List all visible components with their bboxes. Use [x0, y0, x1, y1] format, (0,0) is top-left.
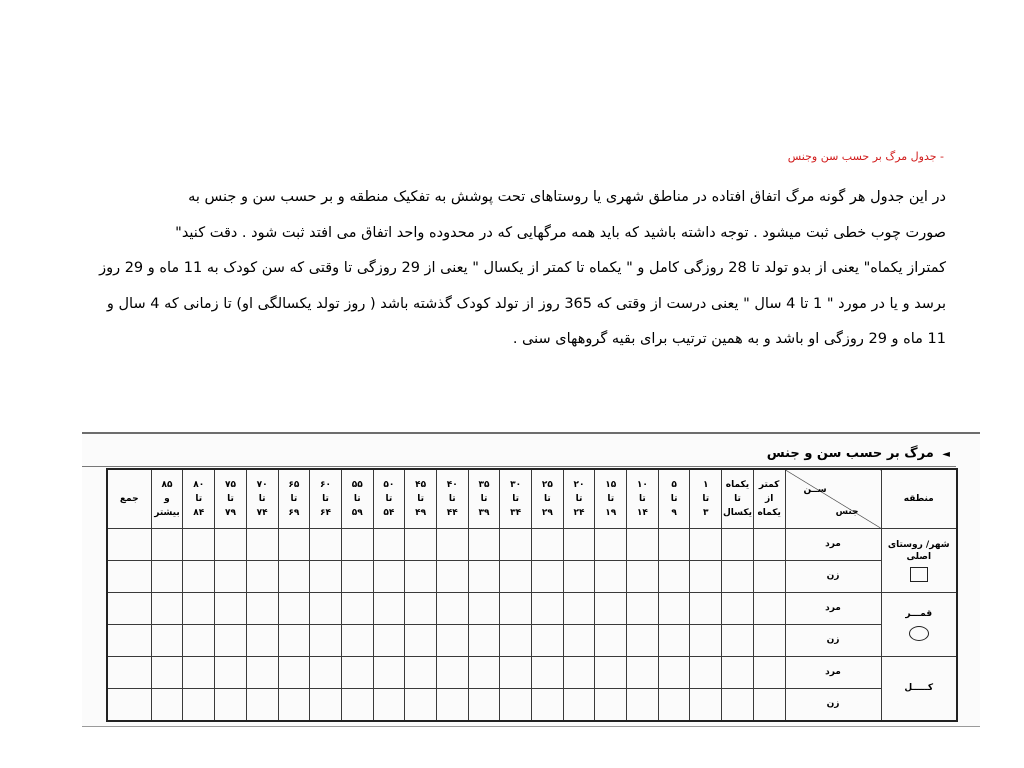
- tally-cell[interactable]: [722, 656, 754, 688]
- tally-cell[interactable]: [436, 624, 468, 656]
- tally-cell[interactable]: [595, 592, 627, 624]
- tally-cell[interactable]: [468, 592, 500, 624]
- scanned-form: [82, 432, 980, 727]
- tally-cell[interactable]: [595, 656, 627, 688]
- tally-cell[interactable]: [246, 656, 278, 688]
- age-group-line: بیشتر: [154, 508, 180, 518]
- tally-cell[interactable]: [373, 688, 405, 721]
- age-group-line: یکماه: [757, 508, 781, 518]
- male-label: مرد: [785, 592, 881, 624]
- tally-cell[interactable]: [722, 624, 754, 656]
- total-cell[interactable]: [107, 656, 151, 688]
- region-cell: [881, 656, 957, 721]
- tally-cell[interactable]: [278, 688, 310, 721]
- age-group-header: [753, 469, 785, 529]
- tally-cell[interactable]: [468, 656, 500, 688]
- tally-cell[interactable]: [405, 529, 437, 561]
- tally-cell[interactable]: [532, 560, 564, 592]
- tally-cell[interactable]: [183, 529, 215, 561]
- tally-cell[interactable]: [563, 624, 595, 656]
- tally-cell[interactable]: [500, 688, 532, 721]
- age-group-header: [563, 469, 595, 529]
- instruction-line: 11 ماه و 29 روزگی او باشد و به همین ترتیب برای بقیه گروههای سنی .: [512, 331, 946, 347]
- tally-cell[interactable]: [310, 560, 342, 592]
- age-group-line: ۱۰: [636, 480, 648, 490]
- tally-cell[interactable]: [246, 529, 278, 561]
- age-group-line: ۳۹: [478, 508, 490, 518]
- tally-cell[interactable]: [532, 688, 564, 721]
- age-group-line: ۲۵: [541, 480, 553, 490]
- total-cell[interactable]: [107, 592, 151, 624]
- tally-cell[interactable]: [753, 529, 785, 561]
- age-group-header: [690, 469, 722, 529]
- age-group-line: تا: [734, 494, 741, 504]
- age-group-line: تا: [417, 494, 424, 504]
- tally-cell[interactable]: [753, 560, 785, 592]
- age-group-line: ۱۵: [605, 480, 617, 490]
- tally-cell[interactable]: [151, 560, 183, 592]
- male-label: مرد: [785, 656, 881, 688]
- tally-cell[interactable]: [341, 560, 373, 592]
- tally-cell[interactable]: [151, 656, 183, 688]
- tally-cell[interactable]: [627, 592, 659, 624]
- tally-cell[interactable]: [595, 529, 627, 561]
- tally-cell[interactable]: [405, 688, 437, 721]
- age-group-line: ۷۰: [256, 480, 268, 490]
- tally-cell[interactable]: [500, 529, 532, 561]
- age-group-header: [151, 469, 183, 529]
- table-heading: - جدول مرگ بر حسب سن وجنس: [787, 150, 944, 163]
- table-row: [107, 624, 957, 656]
- tally-cell[interactable]: [246, 688, 278, 721]
- tally-cell[interactable]: [658, 560, 690, 592]
- age-group-header: [215, 469, 247, 529]
- tally-cell[interactable]: [278, 656, 310, 688]
- tally-cell[interactable]: [658, 656, 690, 688]
- age-group-line: ۱: [703, 480, 709, 490]
- age-group-header: [183, 469, 215, 529]
- age-group-header: [373, 469, 405, 529]
- age-group-line: ۶۵: [288, 480, 300, 490]
- age-group-line: تا: [670, 494, 678, 504]
- tally-cell[interactable]: [690, 624, 722, 656]
- age-group-header: [722, 469, 754, 529]
- age-group-line: یکماه: [725, 480, 750, 490]
- age-group-line: ۲۹: [541, 508, 553, 518]
- tally-cell[interactable]: [753, 656, 785, 688]
- circle-symbol-icon: [909, 626, 929, 641]
- age-group-line: تا: [258, 494, 266, 504]
- tally-cell[interactable]: [436, 656, 468, 688]
- tally-cell[interactable]: [436, 688, 468, 721]
- instruction-line: در این جدول هر گونه مرگ اتفاق افتاده در مناطق شهری یا روستاهای تحت پوشش به تفکیک منطقه و بر حسب سن و جنس به: [188, 189, 946, 205]
- tally-cell[interactable]: [500, 592, 532, 624]
- tally-cell[interactable]: [595, 688, 627, 721]
- age-group-line: ۸۴: [193, 508, 205, 518]
- age-group-line: ۳۴: [510, 508, 522, 518]
- female-label: زن: [785, 624, 881, 656]
- age-group-line: ۲۴: [573, 508, 585, 518]
- tally-cell[interactable]: [183, 656, 215, 688]
- tally-cell[interactable]: [341, 592, 373, 624]
- tally-cell[interactable]: [310, 529, 342, 561]
- tally-cell[interactable]: [563, 560, 595, 592]
- age-group-header: [405, 469, 437, 529]
- instruction-line: کمتراز یکماه" یعنی از بدو تولد تا 28 روزگی کامل و " یکماه تا کمتر از یکسال " یعنی از 29 روزگی تا وقتی که سن کودک به 11 ماه و 29 روز: [99, 260, 946, 276]
- age-group-line: تا: [227, 494, 234, 504]
- tally-cell[interactable]: [405, 560, 437, 592]
- tally-cell[interactable]: [373, 529, 405, 561]
- age-group-line: ۴۹: [415, 508, 427, 518]
- tally-cell[interactable]: [563, 656, 595, 688]
- tally-cell[interactable]: [722, 560, 754, 592]
- instructions-paragraph: [84, 180, 946, 358]
- tally-cell[interactable]: [215, 592, 247, 624]
- tally-cell[interactable]: [405, 624, 437, 656]
- age-group-line: ۵۰: [383, 480, 395, 490]
- tally-cell[interactable]: [722, 592, 754, 624]
- tally-cell[interactable]: [753, 624, 785, 656]
- tally-cell[interactable]: [151, 624, 183, 656]
- age-group-line: ۱۴: [636, 508, 648, 518]
- age-group-line: تا: [353, 494, 361, 504]
- tally-cell[interactable]: [468, 688, 500, 721]
- tally-cell[interactable]: [215, 529, 247, 561]
- tally-cell[interactable]: [690, 656, 722, 688]
- age-group-line: تا: [607, 494, 615, 504]
- age-group-line: ۴۰: [446, 480, 458, 490]
- tally-cell[interactable]: [468, 624, 500, 656]
- total-cell[interactable]: [107, 624, 151, 656]
- tally-cell[interactable]: [278, 560, 310, 592]
- age-group-line: ۴۵: [415, 480, 427, 490]
- age-group-line: ۸۵: [161, 480, 173, 490]
- age-group-line: ۳۰: [510, 480, 522, 490]
- age-group-line: ۵۴: [383, 508, 395, 518]
- tally-cell[interactable]: [310, 656, 342, 688]
- triangle-bullet-icon: ◄: [942, 449, 950, 460]
- age-group-header: [278, 469, 310, 529]
- tally-cell[interactable]: [563, 592, 595, 624]
- tally-cell[interactable]: [183, 688, 215, 721]
- square-symbol-icon: [910, 567, 928, 582]
- age-group-line: ۲۰: [573, 480, 585, 490]
- tally-cell[interactable]: [373, 560, 405, 592]
- mortality-table: [106, 468, 958, 722]
- form-title: [767, 446, 950, 461]
- tally-cell[interactable]: [532, 529, 564, 561]
- male-label: مرد: [785, 529, 881, 561]
- tally-cell[interactable]: [468, 529, 500, 561]
- age-group-line: ۶۴: [320, 508, 332, 518]
- tally-cell[interactable]: [563, 688, 595, 721]
- table-row: [107, 529, 957, 561]
- tally-cell[interactable]: [436, 592, 468, 624]
- age-group-line: ۵۵: [351, 480, 363, 490]
- female-label: زن: [785, 688, 881, 721]
- tally-cell[interactable]: [373, 656, 405, 688]
- tally-cell[interactable]: [500, 656, 532, 688]
- age-group-line: تا: [385, 494, 393, 504]
- age-group-line: ۳: [703, 508, 709, 518]
- tally-cell[interactable]: [436, 560, 468, 592]
- tally-cell[interactable]: [310, 688, 342, 721]
- tally-cell[interactable]: [373, 592, 405, 624]
- region-cell: [881, 529, 957, 593]
- tally-cell[interactable]: [151, 688, 183, 721]
- tally-cell[interactable]: [151, 529, 183, 561]
- age-group-line: ۹: [671, 508, 677, 518]
- age-sex-diagonal-header: [785, 469, 881, 529]
- age-group-line: تا: [290, 494, 298, 504]
- age-group-line: تا: [702, 494, 710, 504]
- age-group-line: تا: [195, 494, 203, 504]
- tally-cell[interactable]: [246, 592, 278, 624]
- tally-cell[interactable]: [722, 688, 754, 721]
- age-group-line: ۷۹: [224, 508, 236, 518]
- age-group-line: ۶۹: [288, 508, 300, 518]
- age-group-line: تا: [448, 494, 456, 504]
- tally-cell[interactable]: [468, 560, 500, 592]
- total-cell[interactable]: [107, 560, 151, 592]
- region-label: شهر/ روستای اصلی: [887, 539, 950, 562]
- tally-cell[interactable]: [532, 592, 564, 624]
- tally-cell[interactable]: [215, 656, 247, 688]
- age-group-line: ۵۹: [351, 508, 363, 518]
- tally-cell[interactable]: [690, 688, 722, 721]
- age-group-header: [436, 469, 468, 529]
- age-group-line: ۸۰: [193, 480, 205, 490]
- table-row: [107, 592, 957, 624]
- total-cell[interactable]: [107, 688, 151, 721]
- table-row: [107, 688, 957, 721]
- header-row: [107, 469, 957, 529]
- tally-cell[interactable]: [151, 592, 183, 624]
- tally-cell[interactable]: [341, 529, 373, 561]
- age-group-line: تا: [512, 494, 520, 504]
- tally-cell[interactable]: [215, 688, 247, 721]
- age-group-line: ۶۰: [320, 480, 332, 490]
- tally-cell[interactable]: [532, 624, 564, 656]
- tally-cell[interactable]: [658, 529, 690, 561]
- tally-cell[interactable]: [627, 688, 659, 721]
- tally-cell[interactable]: [341, 656, 373, 688]
- tally-cell[interactable]: [405, 592, 437, 624]
- tally-cell[interactable]: [627, 656, 659, 688]
- tally-cell[interactable]: [278, 624, 310, 656]
- tally-cell[interactable]: [722, 529, 754, 561]
- tally-cell[interactable]: [627, 529, 659, 561]
- age-group-header: [341, 469, 373, 529]
- region-label: قمـــر: [905, 608, 933, 619]
- table-body: [107, 529, 957, 722]
- region-header: منطقه: [881, 469, 957, 529]
- region-label: کـــــل: [904, 683, 934, 694]
- tally-cell[interactable]: [627, 560, 659, 592]
- region-cell: [881, 592, 957, 656]
- tally-cell[interactable]: [532, 656, 564, 688]
- tally-cell[interactable]: [690, 529, 722, 561]
- tally-cell[interactable]: [278, 529, 310, 561]
- tally-cell[interactable]: [215, 624, 247, 656]
- form-grid: [106, 468, 958, 722]
- age-group-line: ۷۴: [256, 508, 268, 518]
- age-group-header: [532, 469, 564, 529]
- tally-cell[interactable]: [627, 624, 659, 656]
- instruction-line: برسد و یا در مورد " 1 تا 4 سال " یعنی درست از وقتی که 365 روز از تولد کودک گذشته باشد ( روز تولد یکسالگی او) تا زمانی که 4 سال و: [106, 295, 946, 312]
- tally-cell[interactable]: [341, 624, 373, 656]
- tally-cell[interactable]: [341, 688, 373, 721]
- tally-cell[interactable]: [278, 592, 310, 624]
- tally-cell[interactable]: [753, 592, 785, 624]
- age-group-header: [500, 469, 532, 529]
- tally-cell[interactable]: [658, 592, 690, 624]
- female-label: زن: [785, 560, 881, 592]
- tally-cell[interactable]: [310, 592, 342, 624]
- tally-cell[interactable]: [658, 624, 690, 656]
- age-group-line: ۳۵: [478, 480, 490, 490]
- age-group-header: [627, 469, 659, 529]
- tally-cell[interactable]: [500, 624, 532, 656]
- form-title-rule: [82, 466, 956, 467]
- tally-cell[interactable]: [658, 688, 690, 721]
- tally-cell[interactable]: [183, 560, 215, 592]
- tally-cell[interactable]: [436, 529, 468, 561]
- table-row: [107, 656, 957, 688]
- age-group-line: تا: [543, 494, 551, 504]
- age-group-line: تا: [639, 494, 646, 504]
- age-group-line: تا: [575, 494, 583, 504]
- form-title-text: مرگ بر حسب سن و جنس: [766, 446, 934, 461]
- age-group-line: یکسال: [722, 508, 752, 518]
- tally-cell[interactable]: [215, 560, 247, 592]
- age-group-header: [246, 469, 278, 529]
- age-group-line: ۴۴: [446, 508, 458, 518]
- age-group-line: تا: [480, 494, 488, 504]
- tally-cell[interactable]: [246, 624, 278, 656]
- tally-cell[interactable]: [405, 656, 437, 688]
- instruction-line: صورت چوب خطی ثبت میشود . توجه داشته باشید که باید همه مرگهایی که در محدوده واحد اتفاق می افتد ثبت شود . دقت کنید": [175, 224, 946, 241]
- tally-cell[interactable]: [690, 592, 722, 624]
- tally-cell[interactable]: [183, 592, 215, 624]
- tally-cell[interactable]: [595, 560, 627, 592]
- tally-cell[interactable]: [373, 624, 405, 656]
- age-group-header: [595, 469, 627, 529]
- age-group-line: ۵: [671, 480, 677, 490]
- tally-cell[interactable]: [563, 529, 595, 561]
- tally-cell[interactable]: [500, 560, 532, 592]
- diag-sex-label: جنس: [835, 507, 859, 517]
- age-group-line: ۷۵: [224, 480, 236, 490]
- total-header: جمع: [107, 469, 151, 529]
- tally-cell[interactable]: [246, 560, 278, 592]
- diag-age-label: ســن: [803, 485, 827, 495]
- tally-cell[interactable]: [753, 688, 785, 721]
- age-group-line: از: [765, 494, 774, 504]
- age-group-header: [658, 469, 690, 529]
- age-group-line: تا: [322, 494, 329, 504]
- age-group-line: کمتر: [758, 480, 780, 490]
- age-group-header: [310, 469, 342, 529]
- age-group-line: ۱۹: [605, 508, 617, 518]
- age-group-line: و: [164, 494, 170, 504]
- total-cell[interactable]: [107, 529, 151, 561]
- tally-cell[interactable]: [310, 624, 342, 656]
- age-group-header: [468, 469, 500, 529]
- table-row: [107, 560, 957, 592]
- tally-cell[interactable]: [690, 560, 722, 592]
- tally-cell[interactable]: [595, 624, 627, 656]
- tally-cell[interactable]: [183, 624, 215, 656]
